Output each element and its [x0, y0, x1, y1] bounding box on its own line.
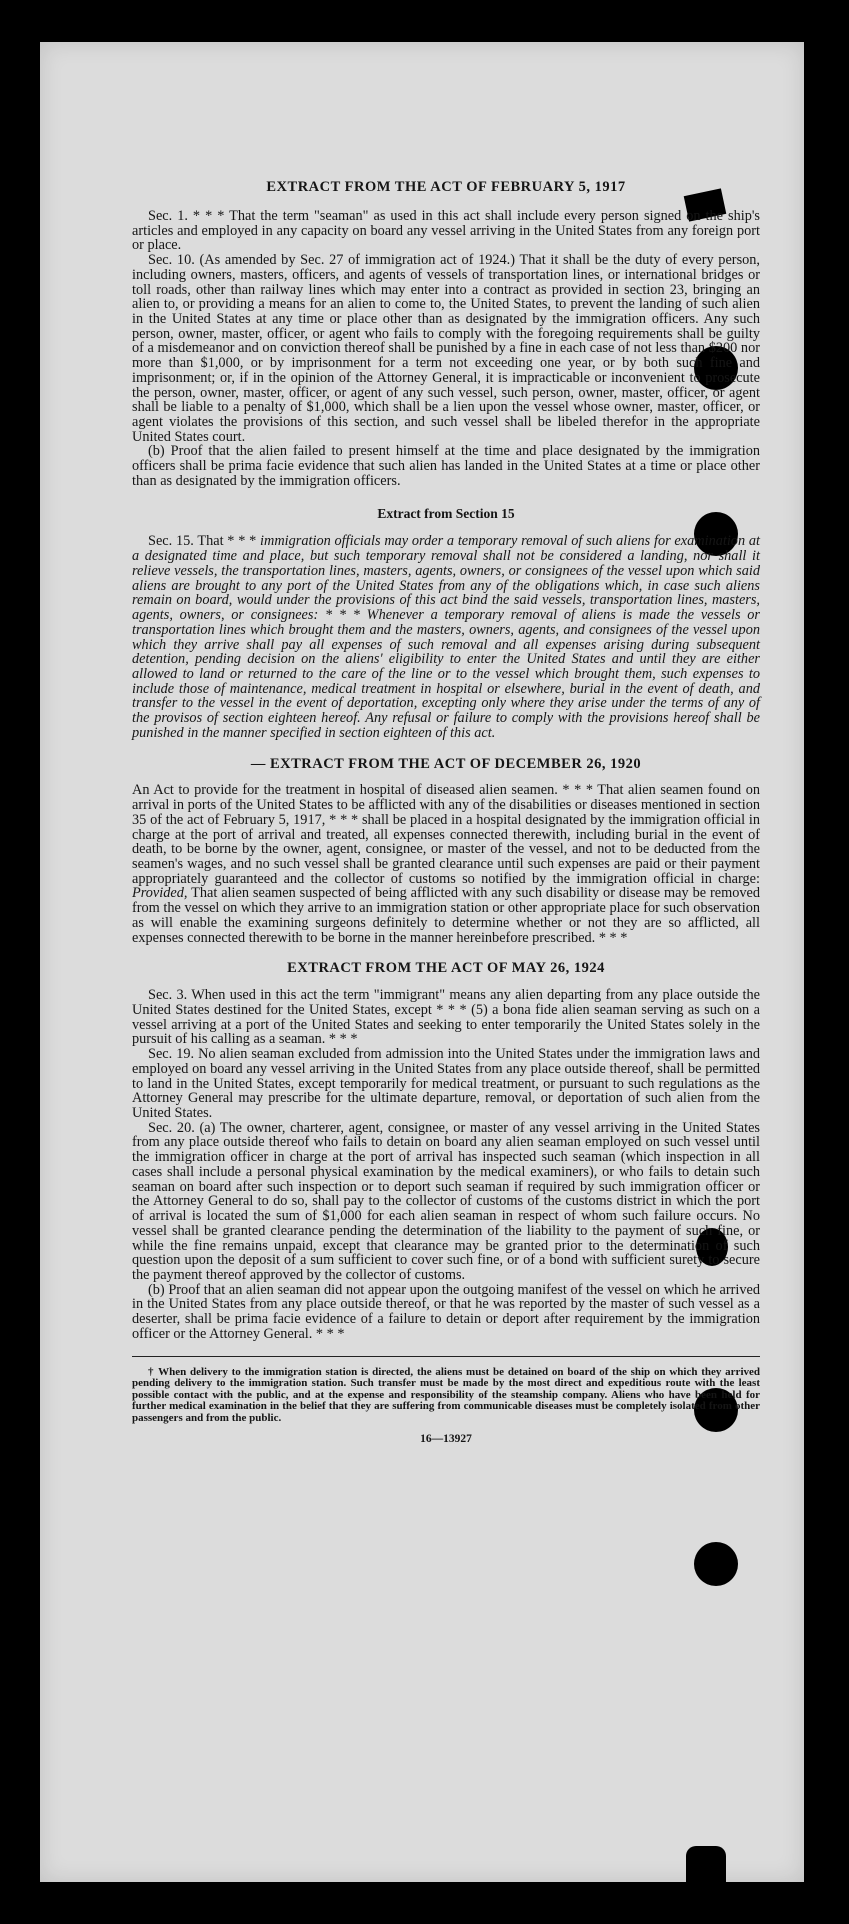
section-15-body: immigration officials may order a temporary removal of such aliens for examination at a designated time and place, but such temporary removal shall not be considered a landing, nor shall it relieve vessels, the transportation lines, masters, agents, owners, or consignees of the vessel upon which said aliens are brought to any port of the United States from any of the obligations which, in case such aliens remain on board, would under the provisions of this act bind the said vessels, transportation lines, masters, agents, owners, or consignees: * * * Whenever a temporary removal of aliens is made the vessels or transportation lines which brought them and the masters, owners, agents, and consignees of the vessel upon which they arrive shall pay all expenses of such removal and all expenses arising during subsequent detention, pending decision on the aliens' eligibility to enter the United States and until they are either allowed to land or returned to the care of the line or to the vessel which brought them, such expenses to include those of maintenance, medical treatment in hospital or elsewhere, burial in the event of death, and transfer to the vessel in the event of deportation, excepting only where they arise under the terms of any of the provisos of section eighteen hereof. Any refusal or failure to comply with the provisions hereof shall be punished in the manner specified in section eighteen of this act. — [132, 533, 760, 741]
act-1920-end: That alien seamen suspected of being afflicted with any such disability or disease may be removed from the vessel on which they arrive to an immigration station or other appropriate place for such observation as will enable the examining surgeons definitely to determine whether or not they are so afflicted, all expenses connected therewith to be borne in the manner hereinbefore prescribed. * * * — [132, 885, 760, 946]
footnote-text: † When delivery to the immigration station is directed, the aliens must be detained on board of the ship on which they arrived pending delivery to the immigration station. Such transfer must be made by the most direct and expeditious route with the least possible contact with the public, and at the expense and responsibility of the steamship company. Aliens who have been held for further medical examination in the belief that they are suffering from communicable diseases must be completely isolated from other passengers and from the public. — [132, 1365, 760, 1424]
section-15 — [132, 534, 760, 740]
heading-act-1917: EXTRACT FROM THE ACT OF FEBRUARY 5, 1917 — [266, 179, 626, 195]
footnote-divider — [132, 1356, 760, 1357]
heading-act-1920: — EXTRACT FROM THE ACT OF DECEMBER 26, 1920 — [250, 755, 642, 772]
heading-section-15: Extract from Section 15 — [377, 505, 515, 521]
section-10-b: (b) Proof that the alien failed to present himself at the time and place designated by the immigration officers shall be prima facie evidence that such alien has landed in the United States at a time or place other than as designated by the immigration officers. — [132, 443, 760, 489]
section-19: Sec. 19. No alien seaman excluded from admission into the United States under the immigration laws and employed on board any vessel arriving in the United States from any place outside thereof, shall be permitted to land in the United States, except temporarily for medical treatment, or pursuant to such regulations as the Attorney General may prescribe for the ultimate departure, removal, or deportation of such alien from the United States. — [132, 1046, 760, 1122]
bottom-right-tab — [686, 1846, 726, 1882]
document-page — [40, 42, 804, 1882]
act-1920-proviso: Provided, — [132, 885, 188, 902]
footnote — [132, 1367, 760, 1425]
section-10: Sec. 10. (As amended by Sec. 27 of immigration act of 1924.) That it shall be the duty of every person, including owners, masters, officers, and agents of vessels of transportation lines, or international bridges or toll roads, other than railway lines which may enter into a contract as provided in section 23, bringing an alien to, or providing a means for an alien to come to, the United States, to prevent the landing of such alien in the United States at any time or place other than as designated by the immigration officers. Any such person, owner, master, officer, or agent who fails to comply with the foregoing requirements shall be guilty of a misdemeanor and on conviction thereof shall be punished by a fine in each case of not less than $200 nor more than $1,000, or by imprisonment for a term not exceeding one year, or by both such fine and imprisonment; or, if in the opinion of the Attorney General, it is impracticable or inconvenient to prosecute the person, owner, master, officer, or agent of any such vessel, such person, owner, master, officer, or agent shall be liable to a penalty of $1,000, which shall be a lien upon the vessel whose owner, master, officer, or agent violates the provisions of this section, and such vessel shall be libeled therefor in the appropriate United States court. — [132, 252, 760, 445]
form-code: 16—13927 — [420, 1433, 472, 1446]
document-text — [132, 180, 760, 1446]
section-20-b: (b) Proof that an alien seaman did not appear upon the outgoing manifest of the vessel on which he arrived in the United States from any place outside thereof, or that he was reported by the master of such vessel as a deserter, shall be prima facie evidence of a failure to detain or deport after requirement by the immigration officer or the Attorney General. * * * — [132, 1281, 760, 1342]
heading-act-1924: EXTRACT FROM THE ACT OF MAY 26, 1924 — [287, 960, 605, 977]
punch-hole — [694, 1542, 738, 1586]
section-3: Sec. 3. When used in this act the term "immigrant" means any alien departing from any place outside the United States destined for the United States, except * * * (5) a bona fide alien seaman serving as such on a vessel arriving at a port of the United States and seeking to enter temporarily the United States solely in the pursuit of his calling as a seaman. * * * — [132, 987, 760, 1048]
act-1920-body: An Act to provide for the treatment in hospital of diseased alien seamen. * * * That alien seamen found on arrival in ports of the United States to be afflicted with any of the disabilities or diseases mentioned in section 35 of the act of February 5, 1917, * * * shall be placed in a hospital designated by the immigration official in charge at the port of arrival and treated, all expenses connected therewith, including burial in the event of death, to be borne by the owner, agent, consignee, or master of the vessel, and not to be deducted from the seamen's wages, and no such vessel shall be granted clearance until such expenses are paid or their payment appropriately guaranteed and the collector of customs so notified by the immigration official in charge: — [132, 782, 760, 887]
section-1: Sec. 1. * * * That the term "seaman" as used in this act shall include every person signed on the ship's articles and employed in any capacity on board any vessel arriving in the United States from any foreign port or place. — [132, 207, 760, 254]
section-15-lead: Sec. 15. That * * * — [148, 533, 257, 550]
section-20: Sec. 20. (a) The owner, charterer, agent, consignee, or master of any vessel arriving in the United States from any place outside thereof who fails to detain on board any alien seaman employed on such vessel until the immigration officer in charge at the port of arrival has inspected such seaman (which inspection in all cases shall include a personal physical examination by the medical examiners), or who fails to detain such seaman on board after such inspection or to deport such seaman if required by such immigration officer or the Attorney General to do so, shall pay to the collector of customs of the customs district in which the port of arrival is located the sum of $1,000 for each alien seaman in respect of whom such failure occurs. No vessel shall be granted clearance pending the determination of the liability to the payment of such fine, or while the fine remains unpaid, except that clearance may be granted prior to the determination of such question upon the deposit of a sum sufficient to cover such fine, or of a bond with sufficient surety to secure the payment thereof approved by the collector of customs. — [132, 1119, 760, 1283]
act-1920-text — [132, 783, 760, 945]
